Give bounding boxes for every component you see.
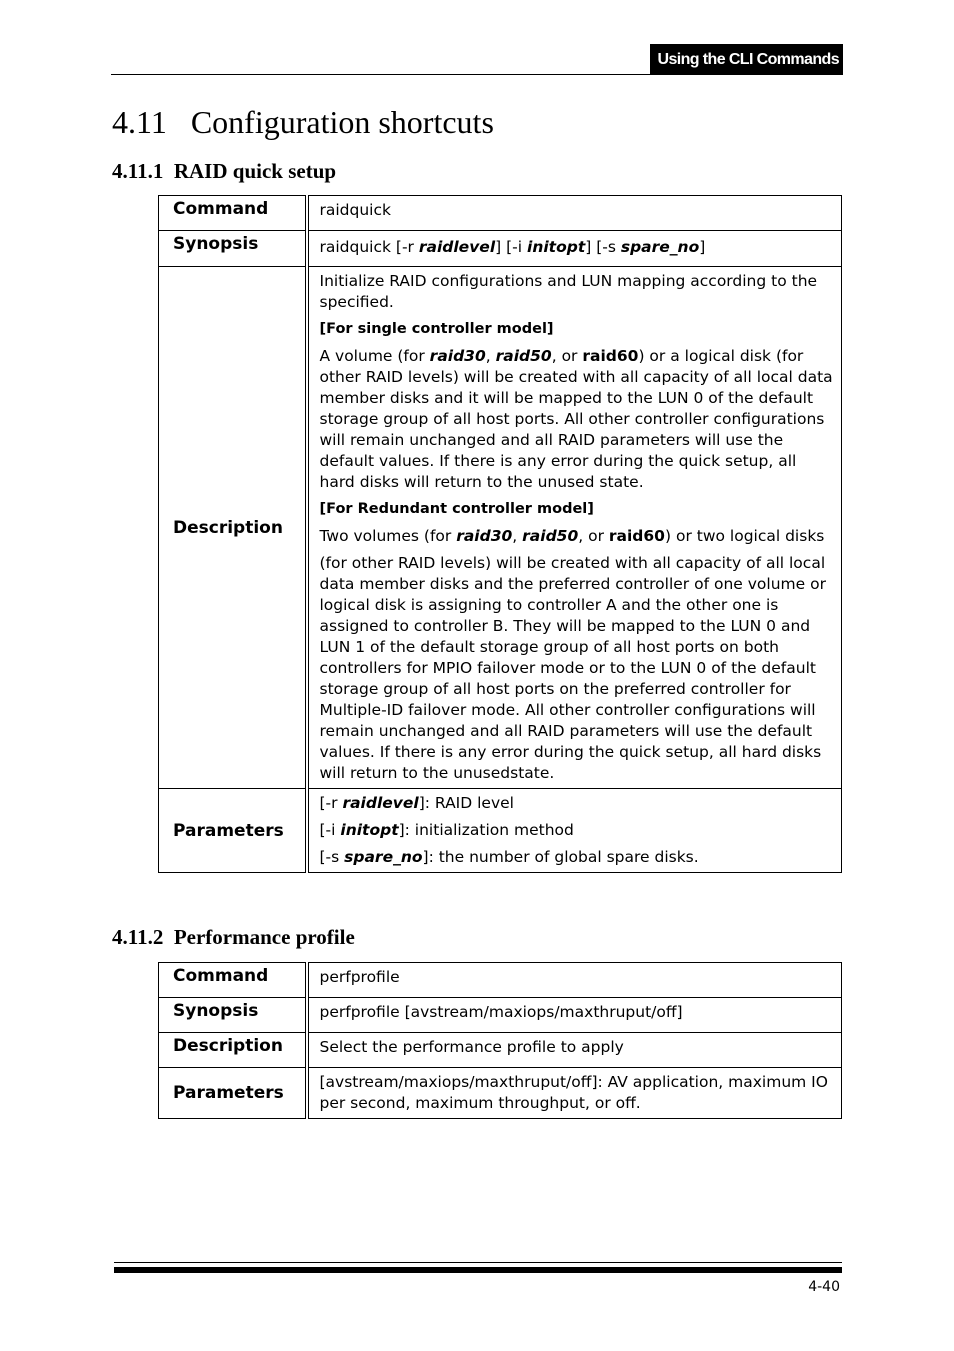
raidquick-command-table	[158, 195, 842, 873]
synopsis-arg-initopt: initopt	[527, 238, 586, 256]
subsection-heading-performance-profile: 4.11.2 Performance profile	[112, 925, 355, 949]
text-run: A volume (for	[319, 347, 430, 365]
section-heading	[112, 104, 494, 141]
param-arg: spare_no	[344, 848, 423, 866]
parameters-label: Parameters	[159, 789, 307, 873]
keyword-raid50: raid50	[495, 347, 552, 365]
parameters-value: [avstream/maxiops/maxthruput/off]: AV application, maximum IO per second, maximum throughput, or off.	[307, 1068, 842, 1119]
synopsis-arg-spare-no: spare_no	[620, 238, 700, 256]
synopsis-value	[307, 231, 842, 267]
synopsis-label: Synopsis	[159, 998, 307, 1033]
footer-rule-thick	[114, 1267, 842, 1273]
text-run: ,	[485, 347, 496, 365]
single-controller-heading: [For single controller model]	[319, 321, 554, 337]
perfprofile-command-table	[158, 962, 842, 1119]
text-run: ]: initialization method	[398, 821, 574, 839]
text-run: [-r	[319, 794, 343, 812]
keyword-raid60: raid60	[608, 527, 665, 545]
table-row	[159, 231, 842, 267]
keyword-raid30: raid30	[429, 347, 486, 365]
page-number: 4-40	[808, 1279, 840, 1295]
param-arg: initopt	[340, 821, 399, 839]
text-run: Two volumes (for	[319, 527, 457, 545]
table-row	[159, 789, 842, 873]
subsection-heading-raid-quick: 4.11.1 RAID quick setup	[112, 159, 337, 183]
redundant-controller-paragraph: (for other RAID levels) will be created with all capacity of all local data member disks and the preferred controller of one volume or logical disk is assigning to controller A and the other one is assigned to controller B. They will be mapped to the LUN 0 and LUN 1 of the default storage group of all host ports on both controllers for MPIO failover mode or to the LUN 0 of the default storage group of all host ports on the preferred controller for Multiple-ID failover mode. All other controller configurations will remain unchanged and all RAID parameters will use the default values. If there is any error during the quick setup, all hard disks will return to the unusedstate.	[319, 554, 826, 782]
keyword-raid30: raid30	[456, 527, 513, 545]
text-run: , or	[578, 527, 609, 545]
redundant-controller-heading: [For Redundant controller model]	[319, 501, 594, 517]
parameters-value	[307, 789, 842, 873]
keyword-raid60: raid60	[582, 347, 639, 365]
parameter-raidlevel	[320, 793, 834, 814]
text-run: , or	[551, 347, 583, 365]
table-row	[159, 963, 842, 998]
table-row	[159, 267, 842, 789]
synopsis-text: ] [-i	[495, 238, 527, 256]
synopsis-value: perfprofile [avstream/maxiops/maxthruput/off]	[307, 998, 842, 1033]
single-controller-paragraph	[320, 346, 834, 493]
description-value	[307, 267, 842, 789]
param-arg: raidlevel	[342, 794, 419, 812]
description-intro: Initialize RAID configurations and LUN mapping according to the specified.	[319, 272, 818, 311]
table-row	[159, 1033, 842, 1068]
redundant-controller-line	[320, 526, 834, 547]
description-label: Description	[159, 1033, 307, 1068]
footer-rule	[114, 1262, 842, 1263]
text-run: ]: RAID level	[418, 794, 514, 812]
parameter-spare-no	[320, 847, 834, 868]
command-value: perfprofile	[307, 963, 842, 998]
text-run: [-s	[319, 848, 345, 866]
table-row	[159, 196, 842, 231]
synopsis-text: raidquick [-r	[319, 238, 419, 256]
text-run: ) or a logical disk (for other RAID levels) will be created with all capacity of all local data member disks and it will be mapped to the LUN 0 of the default storage group of all host ports. All other controller configurations will remain unchanged and all RAID parameters will use the default values. If there is any error during the quick setup, all hard disks will return to the unused state.	[319, 347, 833, 491]
synopsis-label: Synopsis	[159, 231, 307, 267]
text-run: ) or two logical disks	[664, 527, 825, 545]
synopsis-text: ] [-s	[585, 238, 621, 256]
command-label: Command	[159, 196, 307, 231]
parameters-label: Parameters	[159, 1068, 307, 1119]
synopsis-arg-raidlevel: raidlevel	[418, 238, 496, 256]
section-number: 4.11	[112, 104, 167, 140]
keyword-raid50: raid50	[522, 527, 579, 545]
parameter-initopt	[320, 820, 834, 841]
table-row	[159, 1068, 842, 1119]
text-run: ]: the number of global spare disks.	[422, 848, 699, 866]
table-row	[159, 998, 842, 1033]
command-label: Command	[159, 963, 307, 998]
running-header-tab: Using the CLI Commands	[650, 44, 843, 75]
command-value: raidquick	[307, 196, 842, 231]
description-label: Description	[159, 267, 307, 789]
section-title: Configuration shortcuts	[190, 104, 494, 140]
description-value: Select the performance profile to apply	[307, 1033, 842, 1068]
synopsis-text: ]	[699, 238, 706, 256]
text-run: ,	[512, 527, 523, 545]
text-run: [-i	[319, 821, 341, 839]
